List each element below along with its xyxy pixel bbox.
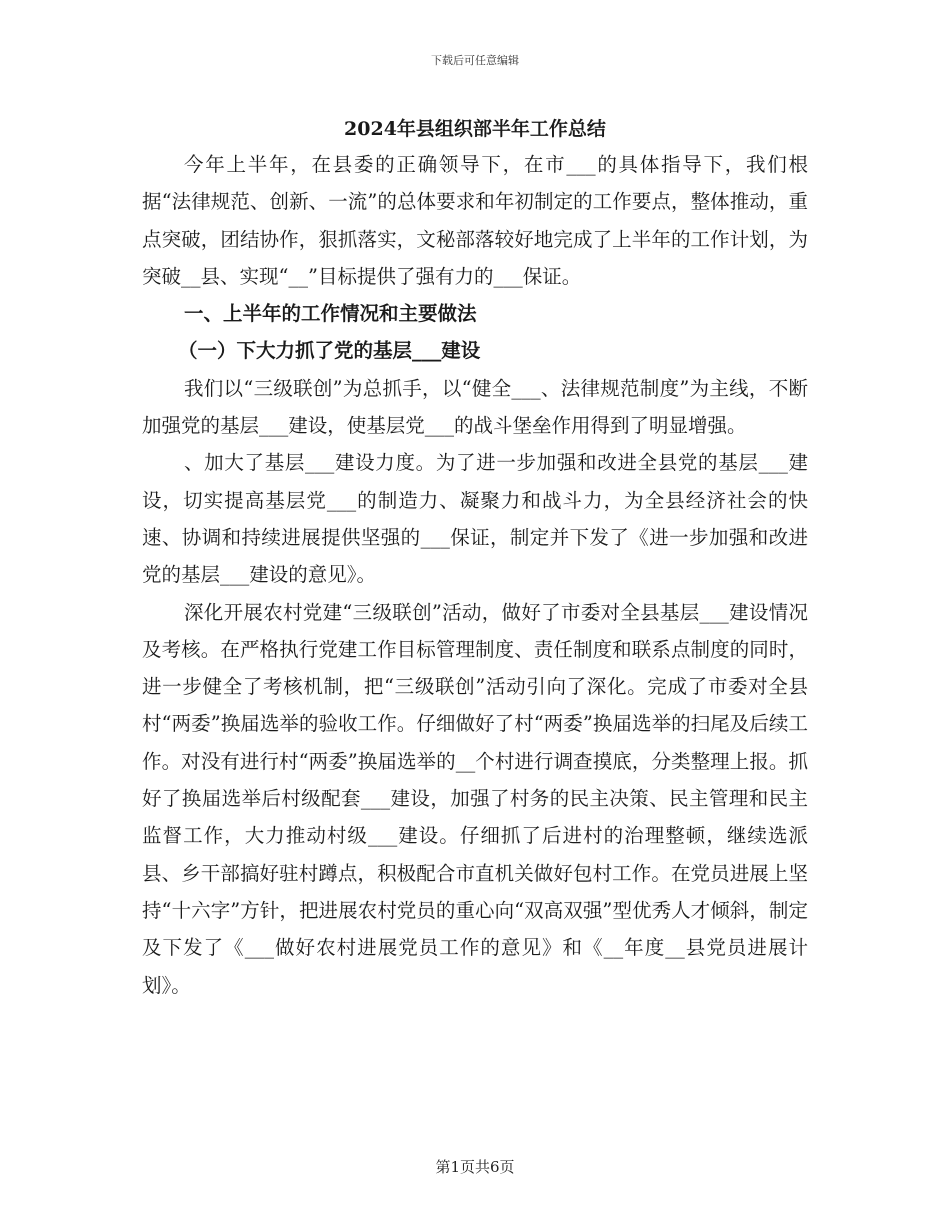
page-header: 下载后可任意编辑 xyxy=(431,54,519,67)
page-number: 第1页共6页 xyxy=(435,1158,515,1176)
intro-paragraph: 今年上半年，在县委的正确领导下，在市___的具体指导下，我们根据“法律规范、创新、一流”的总体要求和年初制定的工作要点，整体推动，重点突破，团结协作，狠抓落实，文秘部落较好地完成了上半年的工作计划，为突破__县、实现“__”目标提供了强有力的___保证。 xyxy=(142,153,808,288)
body-paragraph: 我们以“三级联创”为总抓手，以“健全___、法律规范制度”为主线，不断加强党的基层___建设，使基层党___的战斗堡垒作用得到了明显增强。 xyxy=(142,376,808,438)
subsection-heading: （一）下大力抓了党的基层___建设 xyxy=(178,339,481,363)
body-paragraph: 深化开展农村党建“三级联创”活动，做好了市委对全县基层___建设情况及考核。在严格执行党建工作目标管理制度、责任制度和联系点制度的同时，进一步健全了考核机制，把“三级联创”活动引向了深化。完成了市委对全县村“两委”换届选举的验收工作。仔细做好了村“两委”换届选举的扫尾及后续工作。对没有进行村“两委”换届选举的__个村进行调查摸底，分类整理上报。抓好了换届选举后村级配套___建设，加强了村务的民主决策、民主管理和民主监督工作，大力推动村级___建设。仔细抓了后进村的治理整顿，继续选派县、乡干部搞好驻村蹲点，积极配合市直机关做好包村工作。在党员进展上坚持“十六字”方针，把进展农村党员的重心向“双高双强”型优秀人才倾斜，制定及下发了《___做好农村进展党员工作的意见》和《__年度__县党员进展计划》。 xyxy=(142,600,808,997)
document-body xyxy=(142,112,808,1004)
document-title: 2024年县组织部半年工作总结 xyxy=(344,118,606,140)
body-paragraph: 、加大了基层___建设力度。为了进一步加强和改进全县党的基层___建设，切实提高基层党___的制造力、凝聚力和战斗力，为全县经济社会的快速、协调和持续进展提供坚强的___保证，制定并下发了《进一步加强和改进党的基层___建设的意见》。 xyxy=(142,451,808,587)
section-heading: 一、上半年的工作情况和主要做法 xyxy=(184,302,477,326)
